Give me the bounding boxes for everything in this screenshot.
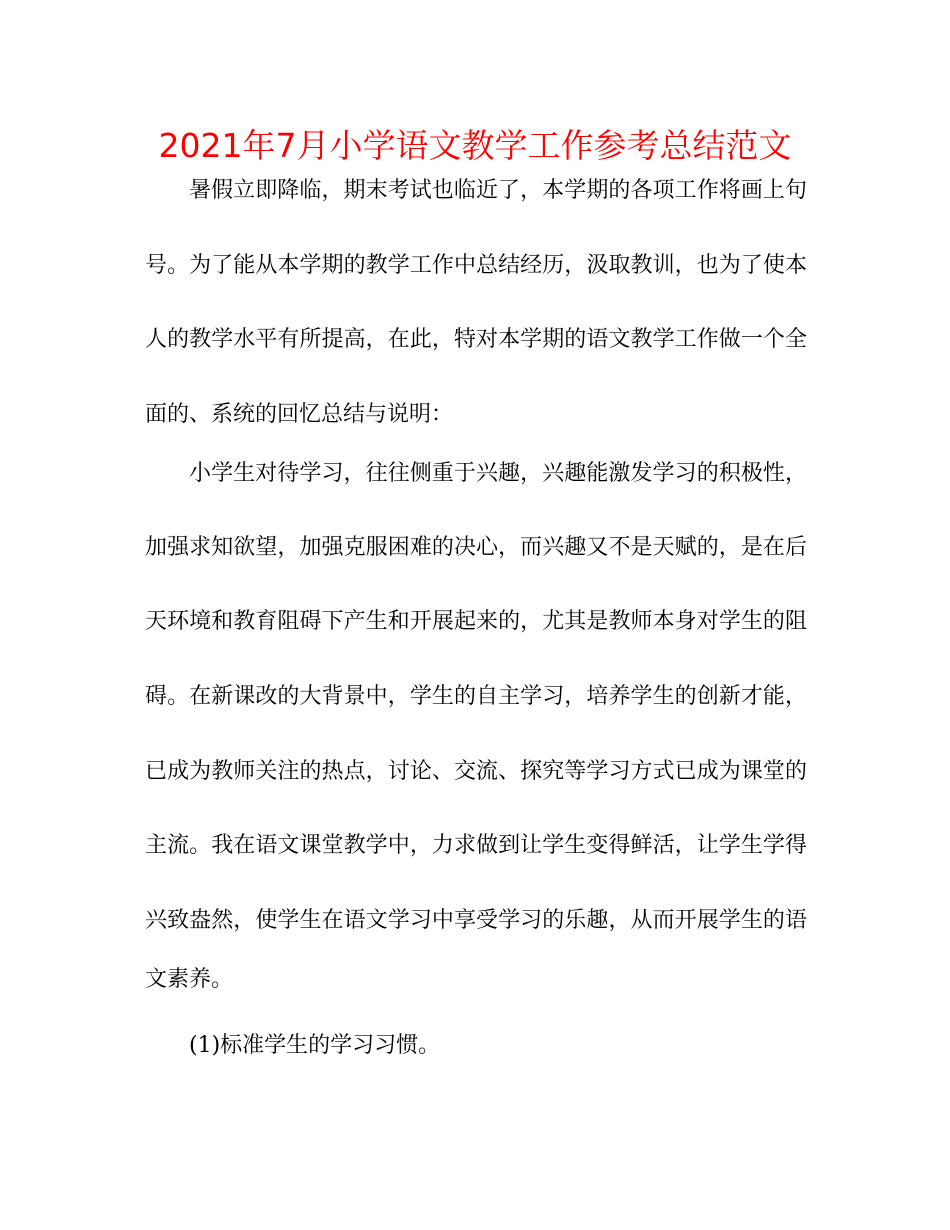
paragraph-2-line-7: 兴致盎然，使学生在语文学习中享受学习的乐趣，从而开展学生的语: [145, 908, 807, 933]
paragraph-2-line-8: 文素养。: [145, 967, 234, 992]
paragraph-1-line-2: 号。为了能从本学期的教学工作中总结经历，汲取教训，也为了使本: [145, 253, 807, 278]
paragraph-2-line-3: 天环境和教育阻碍下产生和开展起来的，尤其是教师本身对学生的阻: [145, 609, 807, 634]
paragraph-3-line-1: (1)标准学生的学习习惯。: [189, 1033, 441, 1058]
paragraph-2-line-5: 已成为教师关注的热点，讨论、交流、探究等学习方式已成为课堂的: [145, 759, 807, 784]
paragraph-2-line-6: 主流。我在语文课堂教学中，力求做到让学生变得鲜活，让学生学得: [145, 833, 807, 858]
paragraph-2-line-4: 碍。在新课改的大背景中，学生的自主学习，培养学生的创新才能，: [145, 684, 807, 709]
paragraph-2-line-2: 加强求知欲望，加强克服困难的决心，而兴趣又不是天赋的，是在后: [145, 535, 807, 560]
paragraph-1-line-1: 暑假立即降临，期末考试也临近了，本学期的各项工作将画上句: [189, 178, 807, 203]
document-title: 2021年7月小学语文教学工作参考总结范文: [158, 126, 792, 165]
paragraph-1-line-3: 人的教学水平有所提高，在此，特对本学期的语文教学工作做一个全: [145, 327, 807, 352]
paragraph-1-line-4: 面的、系统的回忆总结与说明：: [145, 402, 454, 427]
paragraph-2-line-1: 小学生对待学习，往往侧重于兴趣，兴趣能激发学习的积极性，: [189, 461, 807, 486]
